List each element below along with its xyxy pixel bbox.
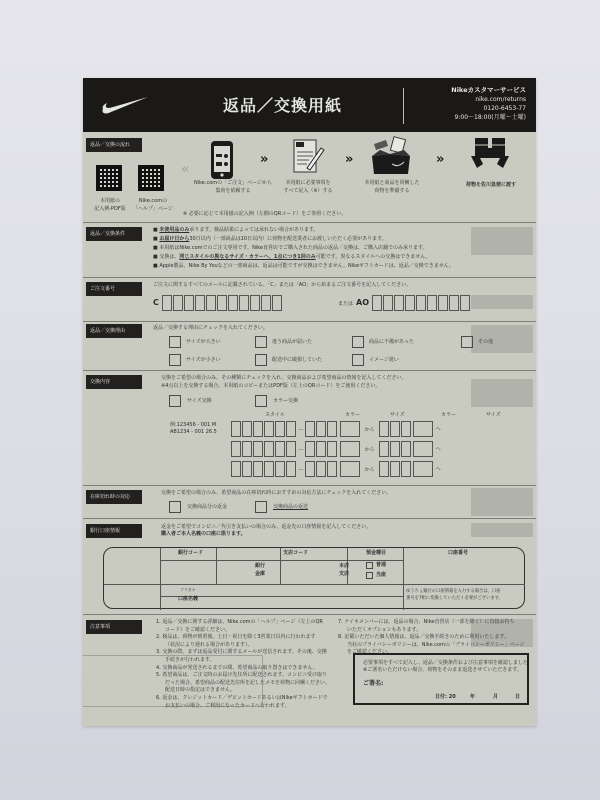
- flow-step-4-text: 荷物を佐川急便に渡す: [465, 182, 516, 188]
- bank-instruction-2: 購入者ご本人名義の口座に限ります。: [161, 531, 246, 537]
- english-tab-ghost: [471, 379, 533, 407]
- digit-box[interactable]: [242, 421, 252, 437]
- note-line: 3. 交換の際、まずは返品受付に関するメールが送信されます。その後、交換: [156, 649, 327, 656]
- checkbox-return-item[interactable]: [255, 501, 267, 513]
- checkbox-ordinary-account[interactable]: [366, 562, 373, 569]
- service-url[interactable]: nike.com/returns: [475, 96, 526, 103]
- checkbox-refund[interactable]: [169, 501, 181, 513]
- yucho-note: 番号を7桁に変換していただく必要がございます。: [406, 596, 503, 601]
- col-header-new-color: カラー: [441, 412, 457, 418]
- service-hours: 9:00〜18:00(月曜〜土曜): [454, 114, 526, 121]
- digit-box[interactable]: [239, 295, 249, 311]
- chevron-right-icon: »: [436, 152, 445, 167]
- bank-instruction-1: 返金をご希望でコンビニ／代引き支払いの場合のみ、返金先の口座情報を記入してください。: [161, 524, 372, 530]
- signature-label: ご署名:: [363, 680, 384, 687]
- digit-box[interactable]: [413, 441, 433, 457]
- account-type-option: 普通: [376, 562, 387, 568]
- order-number-ao-field[interactable]: または AO: [338, 295, 471, 311]
- digit-box[interactable]: [253, 421, 263, 437]
- bank-code-label: 銀行コード: [178, 550, 204, 556]
- condition-item-2: ■ お届け日から30日以内（一部商品は10日以内）に荷物を配送業者にお渡しいただく必要があります。: [153, 236, 387, 242]
- digit-box[interactable]: [316, 441, 326, 457]
- checkbox-other[interactable]: [461, 336, 473, 348]
- note-line: 1. 返品／交換に関する詳細は、Nike.comの「ヘルプ」ページ（左上のQR: [156, 619, 323, 625]
- exchange-type-label: カラー交換: [273, 398, 299, 404]
- digit-box[interactable]: [242, 441, 252, 457]
- digit-box[interactable]: [413, 421, 433, 437]
- branch-suffix: 支店: [339, 571, 350, 577]
- form-header: [83, 78, 536, 132]
- digit-box[interactable]: [286, 421, 296, 437]
- digit-box[interactable]: [206, 295, 216, 311]
- digit-box[interactable]: [390, 461, 400, 477]
- note-line: 当社のプライバシーポリシーは、Nike.comの「プライバシーポリシー」ページ: [347, 641, 525, 648]
- order-instruction: ご注文に関するすべてのメールに記載されている、「C」または「AO」から始まるご注文番号を記入してください。: [153, 282, 412, 288]
- digit-box[interactable]: [250, 295, 260, 311]
- digit-box[interactable]: [416, 295, 426, 311]
- bank-table: [83, 547, 536, 611]
- digit-box[interactable]: [305, 421, 315, 437]
- reason-label: 違う商品が届いた: [272, 339, 313, 345]
- day-label: 日: [515, 694, 521, 700]
- section-label-flow: 返品／交換の流れ: [86, 138, 142, 152]
- account-type-label: 預金種目: [366, 550, 387, 556]
- account-number-label: 口座番号: [448, 550, 469, 556]
- branch-suffix: 本店: [339, 563, 350, 569]
- note-line: 手続きが行われます。: [165, 656, 215, 663]
- condition-item-3: ■ 本用紙はNike.comでのご注文専用です。Nike直営店でご購入された商品の返品／交換は、ご購入店舗でのみ承ります。: [153, 245, 428, 251]
- note-line: お支払いの場合、ご利用になったカードへ行われます。: [165, 702, 290, 709]
- section-flow: [83, 132, 536, 222]
- english-tab-ghost: [471, 488, 533, 516]
- col-header-size: サイズ: [390, 412, 405, 418]
- nike-swoosh-logo: [101, 95, 149, 115]
- section-label-exchange: 交換内容: [86, 375, 142, 389]
- digit-box[interactable]: [390, 441, 400, 457]
- service-phone: 0120-6453-77: [483, 105, 526, 112]
- digit-box[interactable]: [275, 461, 285, 477]
- month-label: 月: [493, 694, 499, 700]
- yucho-note: ゆうちょ銀行の口座情報を入力する場合は、口座: [406, 589, 501, 594]
- english-tab-ghost: [471, 295, 533, 309]
- section-out-of-stock: [83, 485, 536, 518]
- digit-box[interactable]: [383, 295, 393, 311]
- exchange-example-1: 例:123456 - 001 M: [170, 422, 217, 428]
- digit-box[interactable]: [401, 441, 411, 457]
- signature-box: [353, 653, 533, 705]
- service-name: Nikeカスタマーサービス: [451, 86, 526, 94]
- header-divider: [403, 88, 404, 124]
- digit-box[interactable]: [305, 441, 315, 457]
- oos-option-label: 交換商品分の返金: [187, 504, 228, 510]
- qr-caption-pdf: 本用紙の 記入例-PDF版: [94, 198, 126, 212]
- note-line: だった場合、希望商品の配送先住所を記したメモを荷物に同梱ください。: [165, 679, 331, 686]
- note-line: 4. 交換商品が発送されるまでの間、希望商品の取り置きはできません。: [156, 664, 318, 671]
- digit-box[interactable]: [217, 295, 227, 311]
- section-notes: [83, 614, 536, 726]
- digit-box[interactable]: [272, 295, 282, 311]
- package-box-icon: [370, 136, 412, 176]
- checkbox-size-too-small[interactable]: [169, 354, 181, 366]
- note-line: をご確認ください。: [347, 649, 393, 656]
- digit-box[interactable]: [195, 295, 205, 311]
- flow-step-3-text: 本用紙と商品を同梱した 荷物を準備する: [364, 180, 420, 194]
- section-label-reason: 返品／交換理由: [86, 324, 142, 338]
- reason-label: イメージ違い: [369, 357, 399, 363]
- checkbox-size-exchange[interactable]: [169, 395, 181, 407]
- note-line: 6. 返金は、クレジットカード／デビットカードあるいはNikeギフトカードで: [156, 694, 328, 701]
- section-conditions: [83, 222, 536, 277]
- return-exchange-form: [83, 78, 536, 726]
- digit-box[interactable]: [316, 461, 326, 477]
- digit-box[interactable]: [261, 295, 271, 311]
- digit-box[interactable]: [390, 421, 400, 437]
- branch-code-label: 支店コード: [283, 550, 309, 556]
- exchange-item-row[interactable]: — から へ: [231, 421, 441, 437]
- digit-box[interactable]: [438, 295, 448, 311]
- reason-label: サイズが大きい: [186, 339, 221, 345]
- col-header-color: カラー: [345, 412, 361, 418]
- digit-box[interactable]: [449, 295, 459, 311]
- digit-box[interactable]: [286, 441, 296, 457]
- exchange-type-label: サイズ交換: [187, 398, 212, 404]
- digit-box[interactable]: [327, 461, 337, 477]
- form-title: 返品／交換用紙: [223, 96, 343, 115]
- digit-box[interactable]: [231, 421, 241, 437]
- digit-box[interactable]: [372, 295, 382, 311]
- from-label: から: [364, 466, 375, 473]
- note-line: （状況により遅れる場合があります）。: [165, 641, 253, 648]
- section-exchange: [83, 370, 536, 485]
- digit-box[interactable]: [231, 461, 241, 477]
- digit-box[interactable]: [162, 295, 172, 311]
- digit-box[interactable]: [228, 295, 238, 311]
- checkbox-not-as-expected[interactable]: [352, 354, 364, 366]
- english-tab-ghost: [471, 523, 533, 537]
- digit-box[interactable]: [401, 461, 411, 477]
- smartphone-icon: [210, 140, 234, 180]
- qr-code-pdf-icon[interactable]: [96, 165, 122, 191]
- digit-box[interactable]: [253, 461, 263, 477]
- flow-note: ※ 必要に応じて本用紙の記入例（左側のQRコード）をご参照ください。: [183, 211, 347, 217]
- handover-box-icon: [469, 136, 511, 172]
- digit-box[interactable]: [275, 421, 285, 437]
- digit-box[interactable]: [460, 295, 470, 311]
- note-line: 配送日時の指定はできません。: [165, 687, 236, 694]
- exchange-example-2: AB1234 - 001 26.5: [170, 429, 217, 435]
- exchange-item-row[interactable]: — から へ: [231, 461, 441, 477]
- digit-box[interactable]: [173, 295, 183, 311]
- order-number-c-field[interactable]: C: [153, 295, 283, 311]
- checkbox-checking-account[interactable]: [366, 572, 373, 579]
- reason-label: 配送中に破損していた: [272, 357, 323, 363]
- digit-box[interactable]: [427, 295, 437, 311]
- col-header-style: スタイル: [265, 412, 285, 418]
- form-pencil-icon: [293, 138, 325, 176]
- reason-instruction: 返品／交換する理由にチェックを入れてください。: [153, 325, 268, 331]
- digit-box[interactable]: [405, 295, 415, 311]
- digit-box[interactable]: [340, 421, 360, 437]
- signature-confirm-text: 必要事項をすべて記入し、返品／交換条件および注意事項を確認しました。: [363, 660, 533, 666]
- from-label: から: [364, 426, 375, 433]
- qr-code-help-icon[interactable]: [138, 165, 164, 191]
- condition-item-4: ■ 交換は、同じスタイルの異なるサイズ・カラーへ、1点につき1回のみ可能です。異なるスタイルへの交換はできません。: [153, 254, 431, 260]
- date-label: 日付: 20: [435, 694, 456, 700]
- digit-box[interactable]: [394, 295, 404, 311]
- digit-box[interactable]: [327, 441, 337, 457]
- note-line: 2. 検品は、荷物が到着後、土日・祝日を除く3営業日以内に行われます: [156, 634, 316, 641]
- checkbox-size-too-big[interactable]: [169, 336, 181, 348]
- digit-box[interactable]: [275, 441, 285, 457]
- condition-item-1: ■ 未使用品のみ承ります。検品結果によっては承れない場合があります。: [153, 227, 319, 233]
- condition-item-5: ■ Apple製品、Nike By Youなどの一部商品は、返品は可能ですが交換はできません。Nikeギフトカードは、返品／交換できません。: [153, 263, 455, 269]
- account-name-label: 口座名義: [178, 596, 199, 602]
- notes-left-list: [156, 619, 330, 710]
- to-label: へ: [435, 426, 441, 433]
- flow-step-2-text: 本用紙に必要事項を すべて記入（※）する: [283, 180, 333, 194]
- account-type-option: 当座: [376, 572, 387, 578]
- chevron-right-icon: »: [260, 152, 269, 167]
- notes-right-list: [338, 619, 525, 657]
- chevron-left-icon: «: [181, 162, 190, 177]
- reason-label: 商品に不備があった: [369, 339, 414, 345]
- to-label: へ: [435, 446, 441, 453]
- english-tab-ghost: [471, 227, 533, 255]
- bank-suffix: 金庫: [255, 571, 266, 577]
- note-line: 7. ナイキメンバーには、返品の場合、Nike直営店（一部を除く）に直接お持ち: [338, 619, 515, 625]
- section-label-conditions: 返品／交換条件: [86, 227, 142, 241]
- from-label: から: [364, 446, 375, 453]
- section-label-bank: 銀行口座情報: [86, 524, 142, 538]
- section-label-order: ご注文番号: [86, 282, 142, 296]
- bank-suffix: 銀行: [255, 563, 266, 569]
- digit-box[interactable]: [264, 461, 274, 477]
- digit-box[interactable]: [379, 421, 389, 437]
- digit-box[interactable]: [242, 461, 252, 477]
- digit-box[interactable]: [253, 441, 263, 457]
- section-label-out-of-stock: 在庫切れ時の対応: [86, 490, 142, 504]
- section-label-notes: 注意事項: [86, 620, 142, 634]
- reason-label: サイズが小さい: [186, 357, 221, 363]
- furigana-label: フリガナ: [180, 587, 196, 592]
- section-reason: [83, 321, 536, 370]
- flow-step-1-text: Nike.comの「ご注文」ページから 集荷を依頼する: [193, 180, 273, 194]
- digit-box[interactable]: [379, 441, 389, 457]
- section-order-number: [83, 277, 536, 321]
- year-label: 年: [470, 694, 476, 700]
- checkbox-damaged-in-shipping[interactable]: [255, 354, 267, 366]
- checkbox-defective[interactable]: [352, 336, 364, 348]
- exchange-instruction-2: ※4点以上を交換する場合、本用紙のコピーまたはPDF版（左上のQRコード）をご使用ください。: [161, 383, 381, 389]
- digit-box[interactable]: [340, 441, 360, 457]
- note-line: いただくオプションもあります。: [347, 626, 422, 633]
- digit-box[interactable]: [379, 461, 389, 477]
- digit-box[interactable]: [413, 461, 433, 477]
- to-label: へ: [435, 466, 441, 473]
- reason-label: その他: [478, 339, 494, 345]
- qr-caption-help: Nike.comの 「ヘルプ」ページ: [133, 198, 173, 212]
- digit-box[interactable]: [231, 441, 241, 457]
- note-line: 8. 記載いただいた個人情報は、返品／交換手続きのために利用いたします。: [338, 634, 509, 641]
- exchange-instruction-1: 交換をご希望の場合のみ、その種類にチェックを入れ、交換商品および希望商品の情報を記入してください。: [161, 375, 407, 381]
- digit-box[interactable]: [286, 461, 296, 477]
- customer-service-info: [451, 86, 526, 122]
- signature-field[interactable]: [395, 679, 515, 689]
- signature-warning-text: ※ご署名いただけない場合、荷物をそのまま返送させていただきます。: [363, 667, 522, 673]
- digit-box[interactable]: [264, 441, 274, 457]
- oos-option-label: 交換商品の返送: [273, 504, 309, 510]
- digit-box[interactable]: [305, 461, 315, 477]
- digit-box[interactable]: [264, 421, 274, 437]
- digit-box[interactable]: [327, 421, 337, 437]
- note-line: 5. 希望商品は、ご注文時のお届け先住所に配送されます。コンビニ受け取り: [156, 672, 327, 679]
- out-of-stock-instruction: 交換をご希望の場合のみ、希望商品の在庫切れ時におすすめの対応方法にチェックを入れてください。: [161, 490, 392, 496]
- digit-box[interactable]: [340, 461, 360, 477]
- checkbox-color-exchange[interactable]: [255, 395, 267, 407]
- digit-box[interactable]: [184, 295, 194, 311]
- section-bank: [83, 518, 536, 614]
- exchange-item-row[interactable]: — から へ: [231, 441, 441, 457]
- checkbox-wrong-item[interactable]: [255, 336, 267, 348]
- col-header-new-size: サイズ: [486, 412, 501, 418]
- chevron-right-icon: »: [345, 152, 354, 167]
- digit-box[interactable]: [401, 421, 411, 437]
- note-line: コード）をご確認ください。: [165, 626, 231, 633]
- digit-box[interactable]: [316, 421, 326, 437]
